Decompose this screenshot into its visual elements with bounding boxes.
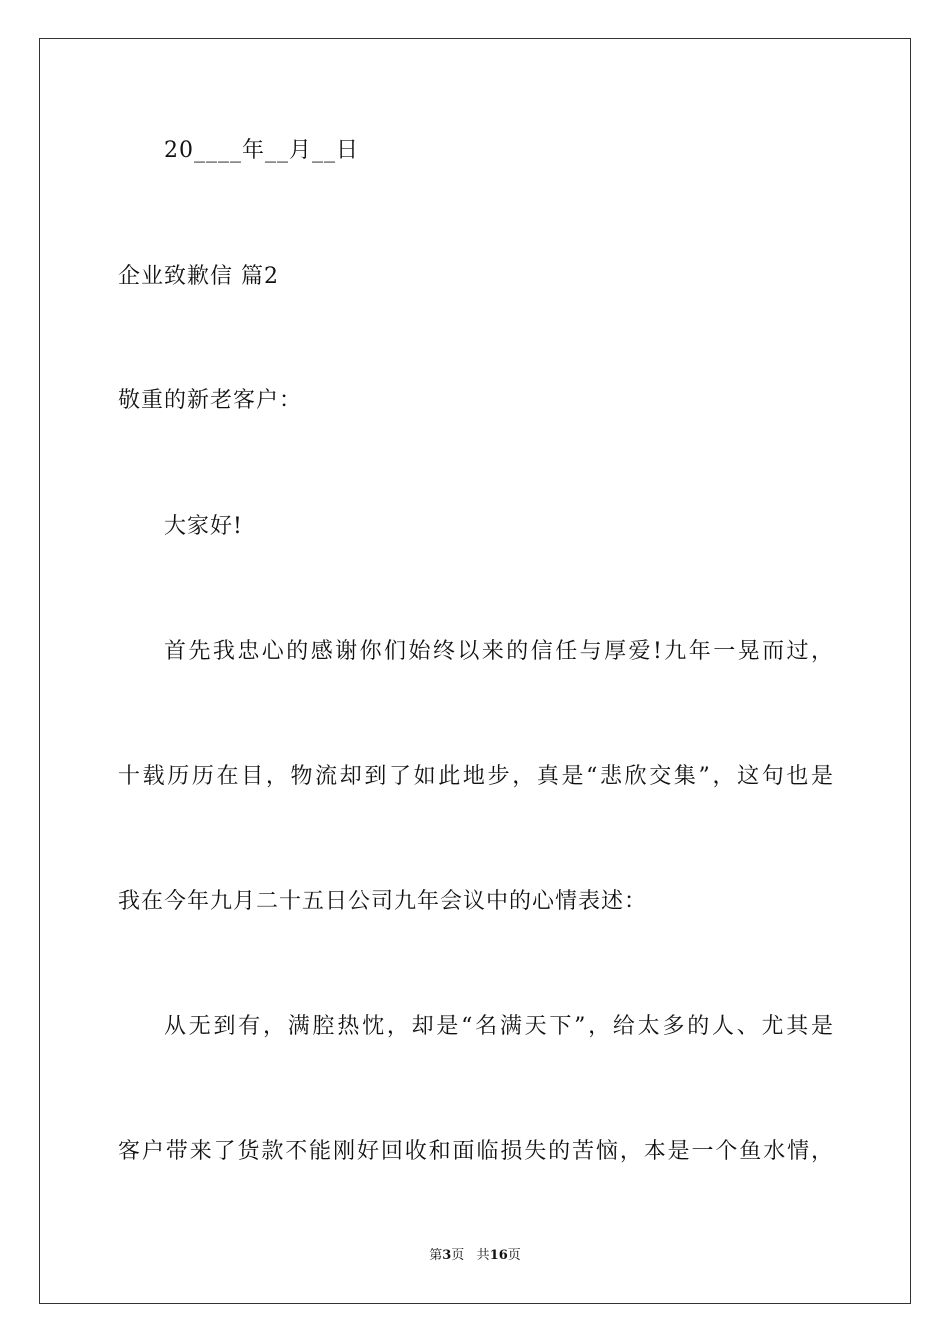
greeting: 大家好! — [164, 514, 243, 539]
paragraph-2-line-2: 客户带来了货款不能刚好回收和面临损失的苦恼，本是一个鱼水情， — [118, 1139, 834, 1164]
section-title: 企业致歉信 篇2 — [118, 264, 279, 289]
page-footer — [0, 1247, 950, 1265]
page-border — [39, 38, 911, 1304]
total-suffix: 页 — [507, 1248, 521, 1263]
paragraph-1-line-1: 首先我忠心的感谢你们始终以来的信任与厚爱!九年一晃而过， — [164, 639, 834, 664]
page-suffix: 页 — [451, 1248, 465, 1263]
paragraph-1-line-2: 十载历历在目，物流却到了如此地步，真是“悲欣交集”，这句也是 — [118, 764, 834, 789]
total-prefix: 共 — [476, 1248, 490, 1263]
salutation: 敬重的新老客户： — [118, 388, 303, 413]
page-prefix: 第 — [429, 1248, 443, 1263]
date-line: 20____年__月__日 — [164, 138, 359, 163]
paragraph-1-line-3: 我在今年九月二十五日公司九年会议中的心情表述： — [118, 889, 648, 914]
paragraph-2-line-1: 从无到有，满腔热忱，却是“名满天下”，给太多的人、尤其是 — [164, 1014, 834, 1039]
page-number: 3 — [442, 1248, 452, 1263]
total-pages: 16 — [489, 1248, 508, 1263]
